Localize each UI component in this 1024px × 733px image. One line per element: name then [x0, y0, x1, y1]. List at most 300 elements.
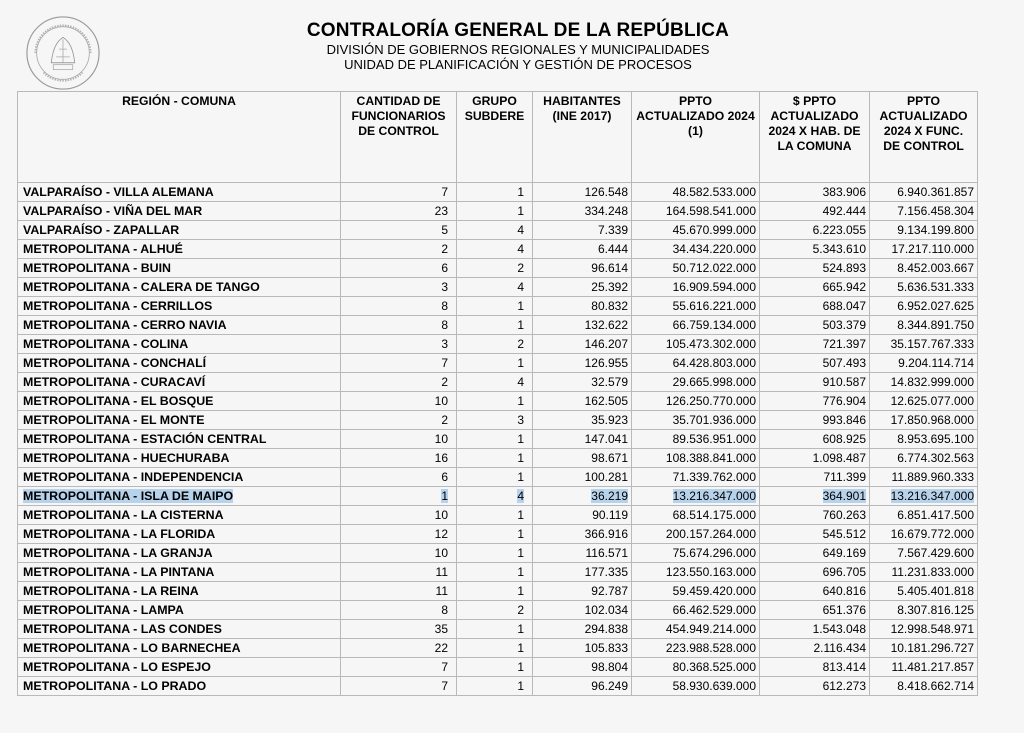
- budget-per-staff-cell: [870, 202, 978, 221]
- budget-cell: [632, 411, 760, 430]
- cell-value: METROPOLITANA - HUECHURABA: [23, 451, 230, 465]
- cell-value: 1: [517, 527, 524, 541]
- budget-per-staff-cell: [870, 392, 978, 411]
- cell-value: 16.909.594.000: [672, 280, 756, 294]
- region-commune-cell: [18, 449, 341, 468]
- budget-cell: [632, 278, 760, 297]
- staff-count-cell: [341, 316, 457, 335]
- cell-value: 10: [434, 394, 448, 408]
- budget-per-inhabitant-cell: [760, 430, 870, 449]
- cell-value: 147.041: [584, 432, 628, 446]
- table-header-row: [18, 92, 978, 183]
- table-row: [18, 430, 978, 449]
- subdere-group-cell: [457, 544, 533, 563]
- staff-count-cell: [341, 335, 457, 354]
- budget-cell: [632, 449, 760, 468]
- cell-value: METROPOLITANA - LA FLORIDA: [23, 527, 216, 541]
- cell-value: 4: [517, 489, 524, 503]
- budget-cell: [632, 297, 760, 316]
- population-cell: [533, 373, 632, 392]
- budget-per-staff-cell: [870, 335, 978, 354]
- population-cell: [533, 354, 632, 373]
- budget-per-inhabitant-cell: [760, 183, 870, 202]
- cell-value: 80.368.525.000: [672, 660, 756, 674]
- budget-per-inhabitant-cell: [760, 563, 870, 582]
- cell-value: 2: [517, 337, 524, 351]
- cell-value: 66.759.134.000: [672, 318, 756, 332]
- cell-value: 116.571: [585, 546, 628, 560]
- staff-count-cell: [341, 620, 457, 639]
- population-cell: [533, 240, 632, 259]
- cell-value: METROPOLITANA - LA CISTERNA: [23, 508, 224, 522]
- cell-value: 6.223.055: [812, 223, 866, 237]
- staff-count-cell: [341, 544, 457, 563]
- cell-value: 366.916: [584, 527, 628, 541]
- budget-per-staff-cell: [870, 468, 978, 487]
- cell-value: 162.505: [584, 394, 628, 408]
- table-row: [18, 582, 978, 601]
- budget-cell: [632, 620, 760, 639]
- budget-per-inhabitant-cell: [760, 506, 870, 525]
- subdere-group-cell: [457, 354, 533, 373]
- cell-value: 8.344.891.750: [897, 318, 974, 332]
- cell-value: VALPARAÍSO - VIÑA DEL MAR: [23, 204, 203, 218]
- cell-value: 813.414: [822, 660, 866, 674]
- cell-value: 89.536.951.000: [672, 432, 756, 446]
- budget-per-staff-cell: [870, 639, 978, 658]
- budget-per-inhabitant-cell: [760, 582, 870, 601]
- cell-value: METROPOLITANA - EL BOSQUE: [23, 394, 214, 408]
- budget-per-inhabitant-cell: [760, 316, 870, 335]
- budget-per-staff-cell: [870, 506, 978, 525]
- budget-per-staff-cell: [870, 620, 978, 639]
- budget-cell: [632, 240, 760, 259]
- cell-value: 383.906: [822, 185, 866, 199]
- table-row: [18, 639, 978, 658]
- region-commune-cell: [18, 658, 341, 677]
- region-commune-cell: [18, 316, 341, 335]
- staff-count-cell: [341, 468, 457, 487]
- staff-count-cell: [341, 259, 457, 278]
- subdere-group-cell: [457, 658, 533, 677]
- subdere-group-cell: [457, 183, 533, 202]
- cell-value: 75.674.296.000: [672, 546, 756, 560]
- cell-value: 50.712.022.000: [672, 261, 756, 275]
- cell-value: 98.671: [591, 451, 628, 465]
- cell-value: 364.901: [822, 489, 866, 503]
- population-cell: [533, 411, 632, 430]
- population-cell: [533, 449, 632, 468]
- cell-value: 4: [517, 242, 524, 256]
- cell-value: METROPOLITANA - EL MONTE: [23, 413, 205, 427]
- cell-value: 6.774.302.563: [897, 451, 974, 465]
- cell-value: 34.434.220.000: [672, 242, 756, 256]
- cell-value: 45.670.999.000: [672, 223, 756, 237]
- staff-count-cell: [341, 373, 457, 392]
- cell-value: METROPOLITANA - ALHUÉ: [23, 242, 183, 256]
- budget-per-inhabitant-cell: [760, 202, 870, 221]
- population-cell: [533, 468, 632, 487]
- cell-value: 1: [517, 679, 524, 693]
- staff-count-cell: [341, 506, 457, 525]
- budget-per-inhabitant-cell: [760, 468, 870, 487]
- cell-value: 1: [517, 660, 524, 674]
- table-row: [18, 411, 978, 430]
- region-commune-cell: [18, 487, 341, 506]
- page-title: CONTRALORÍA GENERAL DE LA REPÚBLICA: [306, 20, 730, 41]
- cell-value: 1: [517, 356, 524, 370]
- table-row: [18, 544, 978, 563]
- subdere-group-cell: [457, 316, 533, 335]
- cell-value: 454.949.214.000: [665, 622, 756, 636]
- budget-per-staff-cell: [870, 563, 978, 582]
- population-cell: [533, 183, 632, 202]
- budget-cell: [632, 221, 760, 240]
- table-row: [18, 449, 978, 468]
- cell-value: 55.616.221.000: [672, 299, 756, 313]
- budget-cell: [632, 354, 760, 373]
- cell-value: 4: [517, 223, 524, 237]
- subdere-group-cell: [457, 297, 533, 316]
- cell-value: VALPARAÍSO - ZAPALLAR: [23, 223, 180, 237]
- column-header-budget: PPTO ACTUALIZADO 2024 (1): [632, 92, 760, 183]
- subdere-group-cell: [457, 582, 533, 601]
- region-commune-cell: [18, 202, 341, 221]
- cell-value: 108.388.841.000: [665, 451, 756, 465]
- cell-value: METROPOLITANA - ISLA DE MAIPO: [23, 489, 234, 503]
- staff-count-cell: [341, 221, 457, 240]
- cell-value: 5.405.401.818: [897, 584, 974, 598]
- cell-value: 11: [435, 584, 448, 598]
- cell-value: METROPOLITANA - CERRO NAVIA: [23, 318, 227, 332]
- table-row: [18, 373, 978, 392]
- population-cell: [533, 202, 632, 221]
- cell-value: 1: [517, 565, 524, 579]
- staff-count-cell: [341, 240, 457, 259]
- population-cell: [533, 487, 632, 506]
- cell-value: 492.444: [822, 204, 866, 218]
- budget-cell: [632, 658, 760, 677]
- staff-count-cell: [341, 582, 457, 601]
- budget-cell: [632, 202, 760, 221]
- table-row: [18, 658, 978, 677]
- staff-count-cell: [341, 487, 457, 506]
- region-commune-cell: [18, 620, 341, 639]
- budget-per-inhabitant-cell: [760, 259, 870, 278]
- cell-value: 13.216.347.000: [890, 489, 974, 503]
- cell-value: 1: [517, 185, 524, 199]
- budget-per-staff-cell: [870, 544, 978, 563]
- budget-per-staff-cell: [870, 183, 978, 202]
- cell-value: METROPOLITANA - LAMPA: [23, 603, 184, 617]
- cell-value: 1: [517, 508, 524, 522]
- cell-value: METROPOLITANA - LO PRADO: [23, 679, 207, 693]
- cell-value: 123.550.163.000: [665, 565, 756, 579]
- cell-value: 1: [517, 622, 524, 636]
- population-cell: [533, 658, 632, 677]
- staff-count-cell: [341, 354, 457, 373]
- cell-value: 545.512: [822, 527, 866, 541]
- subdere-group-cell: [457, 620, 533, 639]
- cell-value: 35.923: [591, 413, 628, 427]
- cell-value: 10: [434, 432, 448, 446]
- population-cell: [533, 563, 632, 582]
- budget-per-staff-cell: [870, 582, 978, 601]
- cell-value: 7.156.458.304: [897, 204, 974, 218]
- cell-value: 4: [517, 375, 524, 389]
- cell-value: 1.543.048: [812, 622, 866, 636]
- cell-value: 80.832: [591, 299, 628, 313]
- budget-per-inhabitant-cell: [760, 544, 870, 563]
- region-commune-cell: [18, 601, 341, 620]
- cell-value: 22: [434, 641, 448, 655]
- table-row: [18, 506, 978, 525]
- cell-value: 35.701.936.000: [672, 413, 756, 427]
- cell-value: 1: [517, 432, 524, 446]
- region-commune-cell: [18, 373, 341, 392]
- table-row: [18, 278, 978, 297]
- budget-cell: [632, 183, 760, 202]
- document-header: [0, 20, 1024, 72]
- subdere-group-cell: [457, 430, 533, 449]
- population-cell: [533, 506, 632, 525]
- budget-cell: [632, 468, 760, 487]
- cell-value: 3: [441, 337, 448, 351]
- population-cell: [533, 392, 632, 411]
- cell-value: METROPOLITANA - LA PINTANA: [23, 565, 215, 579]
- budget-per-inhabitant-cell: [760, 354, 870, 373]
- budget-per-inhabitant-cell: [760, 677, 870, 696]
- subdere-group-cell: [457, 639, 533, 658]
- cell-value: 146.207: [584, 337, 628, 351]
- table-row: [18, 335, 978, 354]
- cell-value: 13.216.347.000: [672, 489, 756, 503]
- budget-per-staff-cell: [870, 221, 978, 240]
- cell-value: 503.379: [822, 318, 866, 332]
- budget-per-inhabitant-cell: [760, 297, 870, 316]
- cell-value: 776.904: [822, 394, 866, 408]
- subdere-group-cell: [457, 335, 533, 354]
- budget-per-inhabitant-cell: [760, 278, 870, 297]
- cell-value: 993.846: [822, 413, 866, 427]
- staff-count-cell: [341, 411, 457, 430]
- cell-value: 8: [441, 299, 448, 313]
- budget-per-inhabitant-cell: [760, 221, 870, 240]
- table-row: [18, 297, 978, 316]
- cell-value: 612.273: [822, 679, 866, 693]
- cell-value: 96.614: [591, 261, 628, 275]
- budget-per-inhabitant-cell: [760, 658, 870, 677]
- cell-value: 6.952.027.625: [897, 299, 974, 313]
- cell-value: 1.098.487: [812, 451, 866, 465]
- budget-cell: [632, 601, 760, 620]
- cell-value: 12.998.548.971: [890, 622, 974, 636]
- population-cell: [533, 221, 632, 240]
- cell-value: 6.851.417.500: [897, 508, 974, 522]
- budget-cell: [632, 316, 760, 335]
- population-cell: [533, 278, 632, 297]
- staff-count-cell: [341, 601, 457, 620]
- region-commune-cell: [18, 544, 341, 563]
- table-body: [18, 183, 978, 696]
- cell-value: 48.582.533.000: [672, 185, 756, 199]
- cell-value: 98.804: [591, 660, 628, 674]
- cell-value: 8.307.816.125: [897, 603, 974, 617]
- cell-value: 126.250.770.000: [665, 394, 756, 408]
- cell-value: METROPOLITANA - LO BARNECHEA: [23, 641, 241, 655]
- column-header-region: REGIÓN - COMUNA: [18, 92, 341, 183]
- cell-value: 2: [441, 375, 448, 389]
- cell-value: 524.893: [822, 261, 866, 275]
- cell-value: 7: [441, 660, 448, 674]
- subdere-group-cell: [457, 202, 533, 221]
- cell-value: 608.925: [822, 432, 866, 446]
- budget-per-inhabitant-cell: [760, 411, 870, 430]
- subdere-group-cell: [457, 563, 533, 582]
- cell-value: 7.567.429.600: [897, 546, 974, 560]
- budget-per-inhabitant-cell: [760, 392, 870, 411]
- region-commune-cell: [18, 411, 341, 430]
- cell-value: 1: [517, 318, 524, 332]
- cell-value: 7: [441, 356, 448, 370]
- budget-per-staff-cell: [870, 297, 978, 316]
- cell-value: 126.955: [584, 356, 628, 370]
- column-header-budget-per-staff: PPTO ACTUALIZADO 2024 X FUNC. DE CONTROL: [870, 92, 978, 183]
- budget-per-staff-cell: [870, 278, 978, 297]
- cell-value: METROPOLITANA - LA REINA: [23, 584, 199, 598]
- region-commune-cell: [18, 506, 341, 525]
- cell-value: 35.157.767.333: [890, 337, 974, 351]
- population-cell: [533, 544, 632, 563]
- cell-value: 1: [517, 641, 524, 655]
- cell-value: 35: [434, 622, 448, 636]
- cell-value: 696.705: [822, 565, 866, 579]
- budget-per-staff-cell: [870, 677, 978, 696]
- budget-per-inhabitant-cell: [760, 449, 870, 468]
- budget-per-staff-cell: [870, 316, 978, 335]
- cell-value: 6.444: [597, 242, 628, 256]
- budget-cell: [632, 373, 760, 392]
- cell-value: 8.953.695.100: [897, 432, 974, 446]
- cell-value: 9.204.114.714: [898, 356, 974, 370]
- cell-value: 2.116.434: [813, 641, 866, 655]
- cell-value: 100.281: [584, 470, 628, 484]
- cell-value: 1: [517, 470, 524, 484]
- cell-value: 96.249: [591, 679, 628, 693]
- cell-value: 9.134.199.800: [897, 223, 974, 237]
- budget-cell: [632, 582, 760, 601]
- cell-value: 7.339: [597, 223, 628, 237]
- budget-per-inhabitant-cell: [760, 525, 870, 544]
- subdere-group-cell: [457, 278, 533, 297]
- cell-value: 649.169: [822, 546, 866, 560]
- table-row: [18, 620, 978, 639]
- budget-per-staff-cell: [870, 373, 978, 392]
- cell-value: 105.833: [584, 641, 628, 655]
- region-commune-cell: [18, 259, 341, 278]
- table-row: [18, 487, 978, 506]
- staff-count-cell: [341, 183, 457, 202]
- subdere-group-cell: [457, 468, 533, 487]
- cell-value: 10: [434, 508, 448, 522]
- budget-table: [17, 91, 978, 696]
- population-cell: [533, 297, 632, 316]
- budget-cell: [632, 525, 760, 544]
- cell-value: 12.625.077.000: [890, 394, 974, 408]
- cell-value: 8.418.662.714: [897, 679, 974, 693]
- region-commune-cell: [18, 525, 341, 544]
- table-row: [18, 677, 978, 696]
- cell-value: 8: [441, 318, 448, 332]
- column-header-budget-per-inhabitant: $ PPTO ACTUALIZADO 2024 X HAB. DE LA COMUNA: [760, 92, 870, 183]
- cell-value: 10: [434, 546, 448, 560]
- subdere-group-cell: [457, 240, 533, 259]
- cell-value: METROPOLITANA - CURACAVÍ: [23, 375, 206, 389]
- column-header-group: GRUPO SUBDERE: [457, 92, 533, 183]
- population-cell: [533, 582, 632, 601]
- cell-value: 1: [441, 489, 448, 503]
- region-commune-cell: [18, 582, 341, 601]
- unit-subtitle: UNIDAD DE PLANIFICACIÓN Y GESTIÓN DE PROCESOS: [344, 57, 692, 72]
- table-row: [18, 601, 978, 620]
- budget-per-inhabitant-cell: [760, 487, 870, 506]
- cell-value: 6: [441, 261, 448, 275]
- table-row: [18, 468, 978, 487]
- region-commune-cell: [18, 297, 341, 316]
- staff-count-cell: [341, 525, 457, 544]
- budget-cell: [632, 563, 760, 582]
- cell-value: 90.119: [592, 508, 628, 522]
- cell-value: 7: [441, 679, 448, 693]
- cell-value: 640.816: [822, 584, 866, 598]
- region-commune-cell: [18, 335, 341, 354]
- cell-value: 5: [441, 223, 448, 237]
- cell-value: METROPOLITANA - INDEPENDENCIA: [23, 470, 244, 484]
- cell-value: 760.263: [822, 508, 866, 522]
- cell-value: 36.219: [591, 489, 628, 503]
- region-commune-cell: [18, 183, 341, 202]
- population-cell: [533, 639, 632, 658]
- cell-value: 334.248: [584, 204, 628, 218]
- cell-value: 1: [517, 451, 524, 465]
- staff-count-cell: [341, 563, 457, 582]
- budget-per-staff-cell: [870, 601, 978, 620]
- population-cell: [533, 430, 632, 449]
- population-cell: [533, 259, 632, 278]
- cell-value: 7: [441, 185, 448, 199]
- cell-value: 665.942: [822, 280, 866, 294]
- cell-value: 11.231.833.000: [891, 565, 974, 579]
- cell-value: METROPOLITANA - LA GRANJA: [23, 546, 213, 560]
- budget-cell: [632, 335, 760, 354]
- table-row: [18, 240, 978, 259]
- budget-per-inhabitant-cell: [760, 373, 870, 392]
- budget-cell: [632, 392, 760, 411]
- cell-value: 68.514.175.000: [672, 508, 756, 522]
- budget-per-inhabitant-cell: [760, 240, 870, 259]
- staff-count-cell: [341, 677, 457, 696]
- table-row: [18, 354, 978, 373]
- region-commune-cell: [18, 677, 341, 696]
- cell-value: 126.548: [584, 185, 628, 199]
- subdere-group-cell: [457, 221, 533, 240]
- table-row: [18, 183, 978, 202]
- budget-cell: [632, 506, 760, 525]
- cell-value: 5.343.610: [812, 242, 866, 256]
- population-cell: [533, 316, 632, 335]
- subdere-group-cell: [457, 506, 533, 525]
- cell-value: 711.399: [823, 470, 866, 484]
